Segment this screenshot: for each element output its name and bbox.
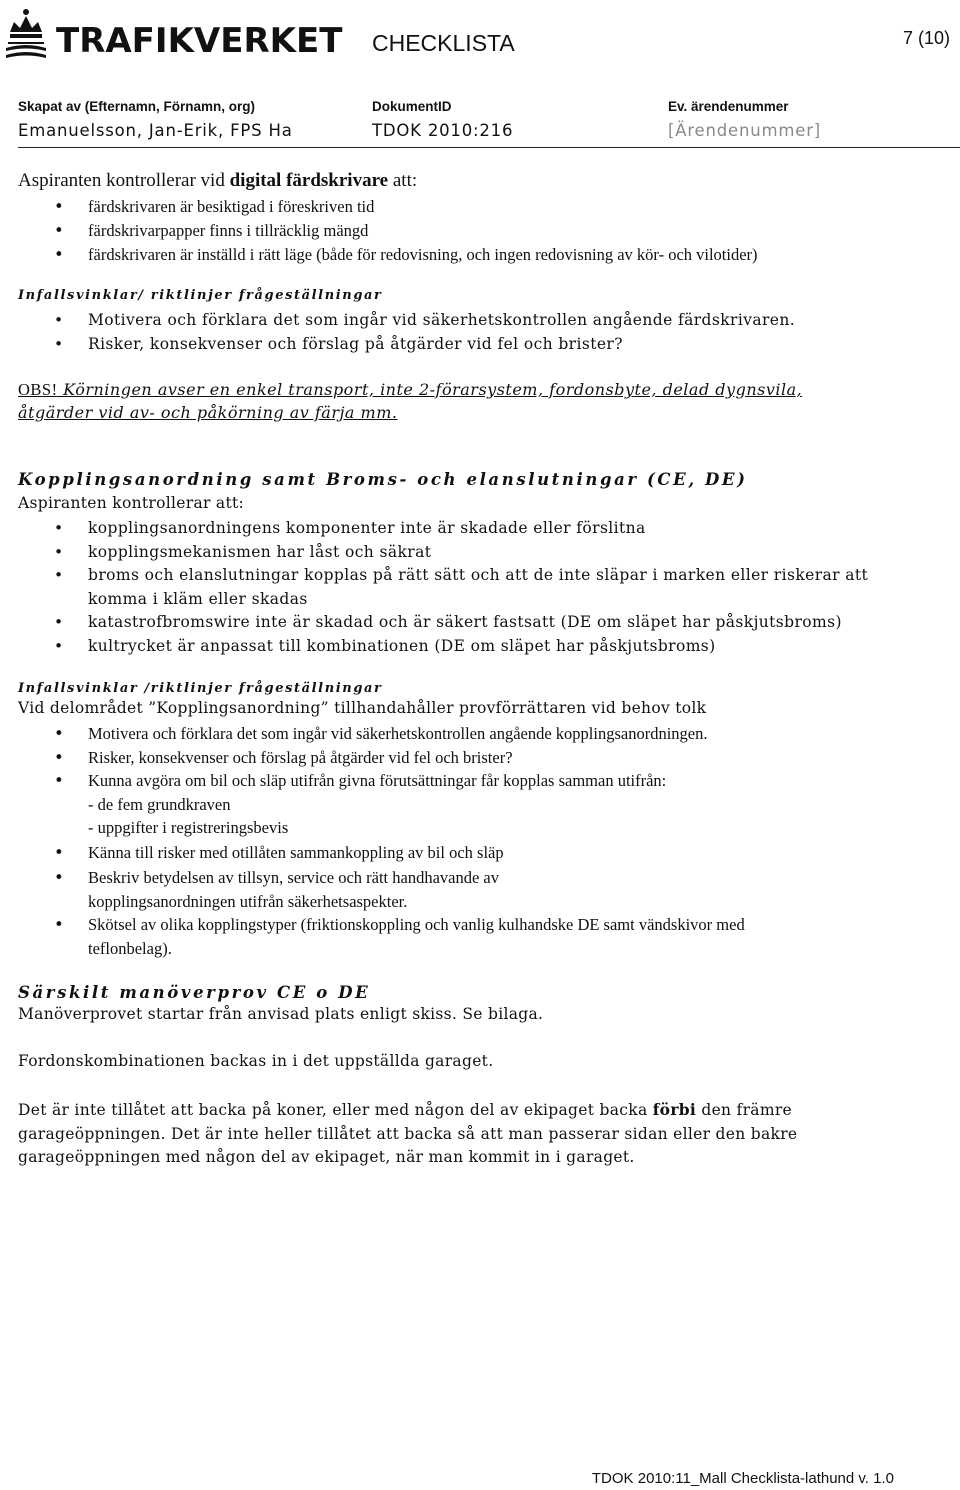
crown-icon xyxy=(6,9,46,58)
logo-wordmark: TRAFIKVERKET xyxy=(56,21,343,61)
section3-paragraph-2: Fordonskombinationen backas in i det uppställda garaget. xyxy=(18,1052,494,1070)
list-item: • färdskrivaren är inställd i rätt läge (både för redovisning, och ingen redovisning av kör- och vilotider) xyxy=(54,245,758,264)
list-item: • kopplingsanordningens komponenter inte är skadade eller förslitna xyxy=(54,519,646,537)
section3-paragraph-3: Det är inte tillåtet att backa på koner, eller med någon del av ekipaget backa förbi den främre garageöppningen. Det är inte heller tillåtet att backa så att man passerar sidan eller den bakre garageöppningen med någon del av ekipaget, när man kommit in i garaget. xyxy=(18,1100,798,1166)
obs-note: OBS! Körningen avser en enkel transport, inte 2-förarsystem, fordonsbyte, delad dygnsvila, åtgärder vid av- och påkörning av färja mm. xyxy=(18,380,803,422)
section1-list xyxy=(18,195,938,267)
section2-list xyxy=(18,517,938,658)
created-by-value: Emanuelsson, Jan-Erik, FPS Ha xyxy=(18,121,293,140)
section2-sublist xyxy=(18,722,938,960)
footer-template-info: TDOK 2010:11_Mall Checklista-lathund v. 1.0 xyxy=(591,1470,894,1487)
document-title: CHECKLISTA xyxy=(372,30,515,56)
list-item: • Kunna avgöra om bil och släp utifrån givna förutsättningar får kopplas samman utifrån: - de fem grundkraven - uppgifter i registreringsbevis xyxy=(54,771,667,837)
section2-heading: Kopplingsanordning samt Broms- och elanslutningar (CE, DE) xyxy=(18,470,748,489)
section1-sublist xyxy=(18,308,938,356)
trafikverket-logo xyxy=(4,4,343,66)
list-item: • kopplingsmekanismen har låst och säkrat xyxy=(54,542,432,561)
section3-heading: Särskilt manöverprov CE o DE xyxy=(18,983,371,1002)
case-number-value: [Ärendenummer] xyxy=(668,121,822,140)
list-item: • broms och elanslutningar kopplas på rätt sätt och att de inte släpar i marken eller riskerar att komma i kläm eller skadas xyxy=(54,566,869,608)
list-item: • Risker, konsekvenser och förslag på åtgärder vid fel och brister? xyxy=(54,747,513,767)
list-item: • färdskrivaren är besiktigad i föreskriven tid xyxy=(54,197,375,216)
section2-subheading: Infallsvinklar /riktlinjer frågeställningar xyxy=(18,681,383,696)
list-item: • kultrycket är anpassat till kombinationen (DE om släpet har påskjutsbroms) xyxy=(54,636,716,655)
document-id-label: DokumentID xyxy=(372,99,452,114)
section3-paragraph-1: Manöverprovet startar från anvisad plats enligt skiss. Se bilaga. xyxy=(18,1005,544,1023)
header-divider xyxy=(18,147,960,148)
list-item: • Beskriv betydelsen av tillsyn, service och rätt handhavande av kopplingsanordningen utifrån säkerhetsaspekter. xyxy=(54,868,499,911)
list-item: • Skötsel av olika kopplingstyper (friktionskoppling och vanlig kulhandske DE samt vändskivor med teflonbelag). xyxy=(54,915,745,958)
list-item: • Risker, konsekvenser och förslag på åtgärder vid fel och brister? xyxy=(54,335,623,353)
section2-sub-intro: Vid delområdet ”Kopplingsanordning” tillhandahåller provförrättaren vid behov tolk xyxy=(18,699,707,717)
list-item: • katastrofbromswire inte är skadad och är säkert fastsatt (DE om släpet har påskjutsbroms) xyxy=(54,613,842,631)
created-by-label: Skapat av (Efternamn, Förnamn, org) xyxy=(18,99,256,114)
section2-intro: Aspiranten kontrollerar att: xyxy=(18,494,245,512)
list-item: • Motivera och förklara det som ingår vid säkerhetskontrollen angående kopplingsanordningen. xyxy=(54,724,708,743)
document-id-value: TDOK 2010:216 xyxy=(372,121,514,140)
list-item: • Känna till risker med otillåten sammankoppling av bil och släp xyxy=(54,842,504,862)
section1-intro: Aspiranten kontrollerar vid digital färdskrivare att: xyxy=(18,170,418,191)
list-item: • färdskrivarpapper finns i tillräcklig mängd xyxy=(54,221,369,240)
case-number-label: Ev. ärendenummer xyxy=(668,99,789,114)
section1-subheading: Infallsvinklar/ riktlinjer frågeställningar xyxy=(18,288,383,303)
page-number: 7 (10) xyxy=(902,28,950,48)
list-item: • Motivera och förklara det som ingår vid säkerhetskontrollen angående färdskrivaren. xyxy=(54,311,796,329)
